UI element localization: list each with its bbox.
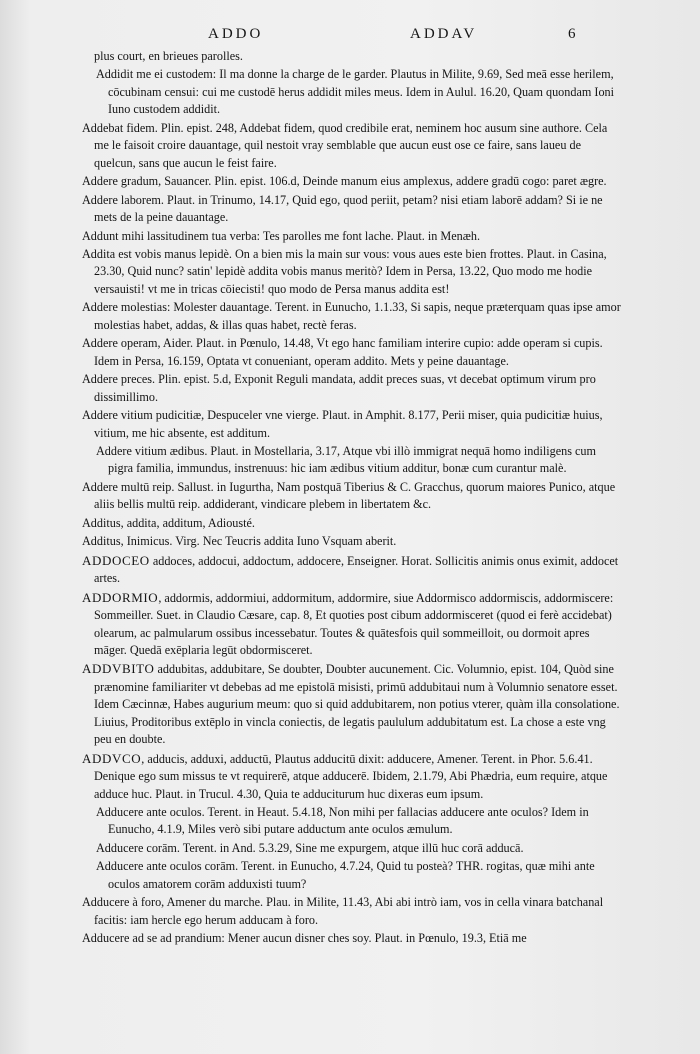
entry-text: Addere preces. Plin. epist. 5.d, Exponit Reguli mandata, addit preces suas, vt decebat optimum virum pro dissimillimo. xyxy=(82,372,596,404)
entry-text: Adducere corām. Terent. in And. 5.3.29, Sine me expurgem, atque illū huc corā adducā. xyxy=(96,840,524,855)
entry-text: Addere vitium ædibus. Plaut. in Mostellaria, 3.17, Atque vbi illò immigrat nequā homo indiligens cum pigra familia, immundus, instrenuus: hic iam ædibus vitium additur, bonæ cum curantur malè. xyxy=(96,443,596,476)
running-header xyxy=(0,26,700,46)
dictionary-entry xyxy=(82,371,624,406)
header-right-guideword: ADDAV xyxy=(410,26,478,42)
dictionary-entry xyxy=(82,407,624,442)
dictionary-entry xyxy=(82,804,624,839)
dictionary-entry xyxy=(82,515,624,532)
entry-text: Adducere ad se ad prandium: Mener aucun disner ches soy. Plaut. in Pœnulo, 19.3, Etiā me xyxy=(82,931,527,946)
dictionary-entry xyxy=(82,228,624,245)
dictionary-entry xyxy=(82,48,624,65)
entry-text: Additus, Inimicus. Virg. Nec Teucris addita Iuno Vsquam aberit. xyxy=(82,534,397,549)
dictionary-entry xyxy=(82,589,624,660)
entry-headword: ADDORMIO xyxy=(82,589,159,605)
dictionary-entry xyxy=(82,750,624,803)
entry-text: , adducis, adduxi, adductū, Plautus adducitū dixit: adducere, Amener. Terent. in Phor. 5.6.41. Denique ego sum missus te vt requirerē, atque adducerē. Ibidem, 2.1.79, Abi Phædria, eum require, atque adduce huc. Plaut. in Trucul. 4.30, Quia te adduciturum huc dixeras eum ipsum. xyxy=(94,751,608,801)
entry-text: Adducere ante oculos. Terent. in Heaut. 5.4.18, Non mihi per fallacias adducere ante oculos? Idem in Eunucho, 4.1.9, Miles verò sibi putare adductum ante oculos æmulum. xyxy=(96,805,589,837)
dictionary-entry xyxy=(82,173,624,190)
entry-text: plus court, en brieues parolles. xyxy=(94,49,243,63)
entry-text: , addormis, addormiui, addormitum, addormire, siue Addormisco addormiscis, addormiscere: Sommeiller. Suet. in Claudio Cæsare, cap. 8, Et quoties post cibum addormisceret (quod ei ferè accidebat) olearum, ac palmularum ossibus incessebatur. Toutes & quātesfois quil sommeilloit, ou dormoit apres māger. Quedā exēplaria legūt obdormisceret. xyxy=(94,590,614,657)
dictionary-entry xyxy=(82,66,624,118)
dictionary-entry xyxy=(82,660,624,748)
entry-headword: ADDOCEO xyxy=(82,552,150,568)
entry-text: Addere vitium pudicitiæ, Despuceler vne vierge. Plaut. in Amphit. 8.177, Perii miser, quia pudicitiæ huius, vitium, me hic absente, est additum. xyxy=(82,408,603,440)
dictionary-entry xyxy=(82,479,624,514)
entry-text: Adducere ante oculos corām. Terent. in Eunucho, 4.7.24, Quid tu posteà? THR. rogitas, quæ mihi ante oculos amatorem corām adduxisti tuum? xyxy=(96,859,595,891)
dictionary-entry xyxy=(82,299,624,334)
entry-text: Addidit me ei custodem: Il ma donne la charge de le garder. Plautus in Milite, 9.69, Sed meā esse herilem, cōcubinam censui: cui me custodē herus addidit miles meus. Idem in Aulul. 16.20, Quam quondam Ioni Iuno custodem addidit. xyxy=(96,67,615,117)
dictionary-entry xyxy=(82,930,624,947)
entry-text: addubitas, addubitare, Se doubter, Doubter aucunement. Cic. Volumnio, epist. 104, Quòd sine prænomine familiariter vt debebas ad me epistolā misisti, primū addubitaui num à Volumnio senatore esset. Idem Cæcinnæ, Habes augurium meum: quo si quid addubitarem, non potius vterer, quàm illa consolatione. Liuius, Proditoribus extēplo in vincla coniectis, de legatis paululum addubitatum est. La chose a este vng peu en doubte. xyxy=(94,662,620,747)
dictionary-entry xyxy=(82,552,624,588)
dictionary-entry xyxy=(82,120,624,172)
dictionary-entry xyxy=(82,533,624,550)
dictionary-entry xyxy=(82,192,624,227)
page-number: 6 xyxy=(568,26,576,42)
dictionary-entry xyxy=(82,443,624,478)
entry-text: Addere molestias: Molester dauantage. Terent. in Eunucho, 1.1.33, Si sapis, neque præterquam quas ipse amor molestias habet, addas, & illas quas habet, rectè feras. xyxy=(82,300,621,332)
entry-text: Addere multū reip. Sallust. in Iugurtha, Nam postquā Tiberius & C. Gracchus, quorum maiores Punico, atque aliis bellis multū reip. addiderant, vindicare plebem in libertatem &c. xyxy=(82,479,616,512)
entry-text: Additus, addita, additum, Adiousté. xyxy=(82,515,255,530)
entry-headword: ADDVBITO xyxy=(82,661,155,677)
dictionary-body xyxy=(82,48,624,949)
entry-text: Addunt mihi lassitudinem tua verba: Tes parolles me font lache. Plaut. in Menæh. xyxy=(82,228,480,243)
dictionary-entry xyxy=(82,840,624,857)
dictionary-entry xyxy=(82,246,624,298)
entry-text: Addita est vobis manus lepidè. On a bien mis la main sur vous: vous aues este bien frottes. Plaut. in Casina, 23.30, Quid nunc? satin' lepidè addita vobis manus meritò? Idem in Persa, 13.22, Quo modo me hodie versauisti! vt me in tricas cōiecisti! quo modo de Persa manus addita est! xyxy=(82,246,607,296)
entry-headword: ADDVCO xyxy=(82,750,142,766)
entry-text: Addere laborem. Plaut. in Trinumo, 14.17, Quid ego, quod periit, petam? nisi etiam laborē addam? Si ie ne mets de la peine dauantage. xyxy=(82,192,603,225)
entry-text: Adducere à foro, Amener du marche. Plau. in Milite, 11.43, Abi abi intrò iam, vos in cella vinara batchanal facitis: iam hercle ego herum adducam à foro. xyxy=(82,895,604,927)
entry-text: Addere operam, Aider. Plaut. in Pœnulo, 14.48, Vt ego hanc familiam interire cupio: adde operam si cupis. Idem in Persa, 16.159, Optata vt conueniant, operam addito. Mets y peine dauantage. xyxy=(82,336,603,368)
entry-text: Addere gradum, Sauancer. Plin. epist. 106.d, Deinde manum eius amplexus, addere gradū cogo: paret ægre. xyxy=(82,174,607,189)
entry-text: addoces, addocui, addoctum, addocere, Enseigner. Horat. Sollicitis animis onus eximit, addocet artes. xyxy=(94,553,619,586)
dictionary-entry xyxy=(82,894,624,929)
header-left-guideword: ADDO xyxy=(208,26,264,42)
dictionary-entry xyxy=(82,858,624,893)
entry-text: Addebat fidem. Plin. epist. 248, Addebat fidem, quod credibile erat, neminem hoc ausum sine authore. Cela me le faisoit croire dauantage, quil nestoit vray semblable que aucun eust ose ce faire, sans laueu de quelcun, sans que aucun le feist faire. xyxy=(82,120,608,170)
dictionary-entry xyxy=(82,335,624,370)
